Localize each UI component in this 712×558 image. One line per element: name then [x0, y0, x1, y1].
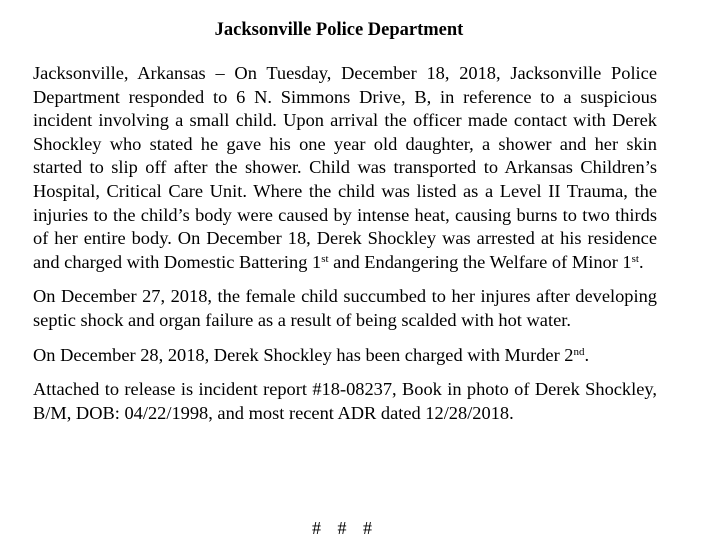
paragraph-death: On December 27, 2018, the female child succumbed to her injures after developing septic shock and organ failure as a result of being scalded with hot water.	[33, 286, 657, 330]
paragraph-charge	[33, 344, 657, 368]
ordinal-suffix: st	[631, 252, 639, 265]
ordinal-suffix: st	[321, 252, 329, 265]
paragraph-incident-text-end: .	[638, 251, 644, 272]
paragraph-incident-text: Jacksonville, Arkansas – On Tuesday, December 18, 2018, Jacksonville Police Department responded to 6 N. Simmons Drive, B, in reference to a suspicious incident involving a small child. Upon arrival the officer made contact with Derek Shockley who stated he gave his one year old daughter, a shower and her skin started to slip off after the shower. Child was transported to Arkansas Children’s Hospital, Critical Care Unit. Where the child was listed as a Level II Trauma, the injuries to the child’s body were caused by intense heat, causing burns to two thirds of her entire body. On December 18, Derek Shockley was arrested at his residence and charged with Domestic Battering 1	[33, 63, 657, 272]
paragraph-attachments: Attached to release is incident report #18-08237, Book in photo of Derek Shockley, B/M, DOB: 04/22/1998, and most recent ADR dated 12/28/2018.	[33, 379, 657, 423]
end-marker: # # #	[312, 518, 378, 538]
document-title: Jacksonville Police Department	[214, 20, 464, 40]
paragraph-incident-text-cont: and Endangering the Welfare of Minor 1	[328, 251, 632, 272]
ordinal-suffix: nd	[573, 345, 585, 358]
paragraph-charge-text-end: .	[584, 344, 590, 365]
paragraph-incident	[33, 62, 657, 274]
document-body	[33, 62, 657, 436]
paragraph-charge-text: On December 28, 2018, Derek Shockley has been charged with Murder 2	[33, 344, 574, 365]
